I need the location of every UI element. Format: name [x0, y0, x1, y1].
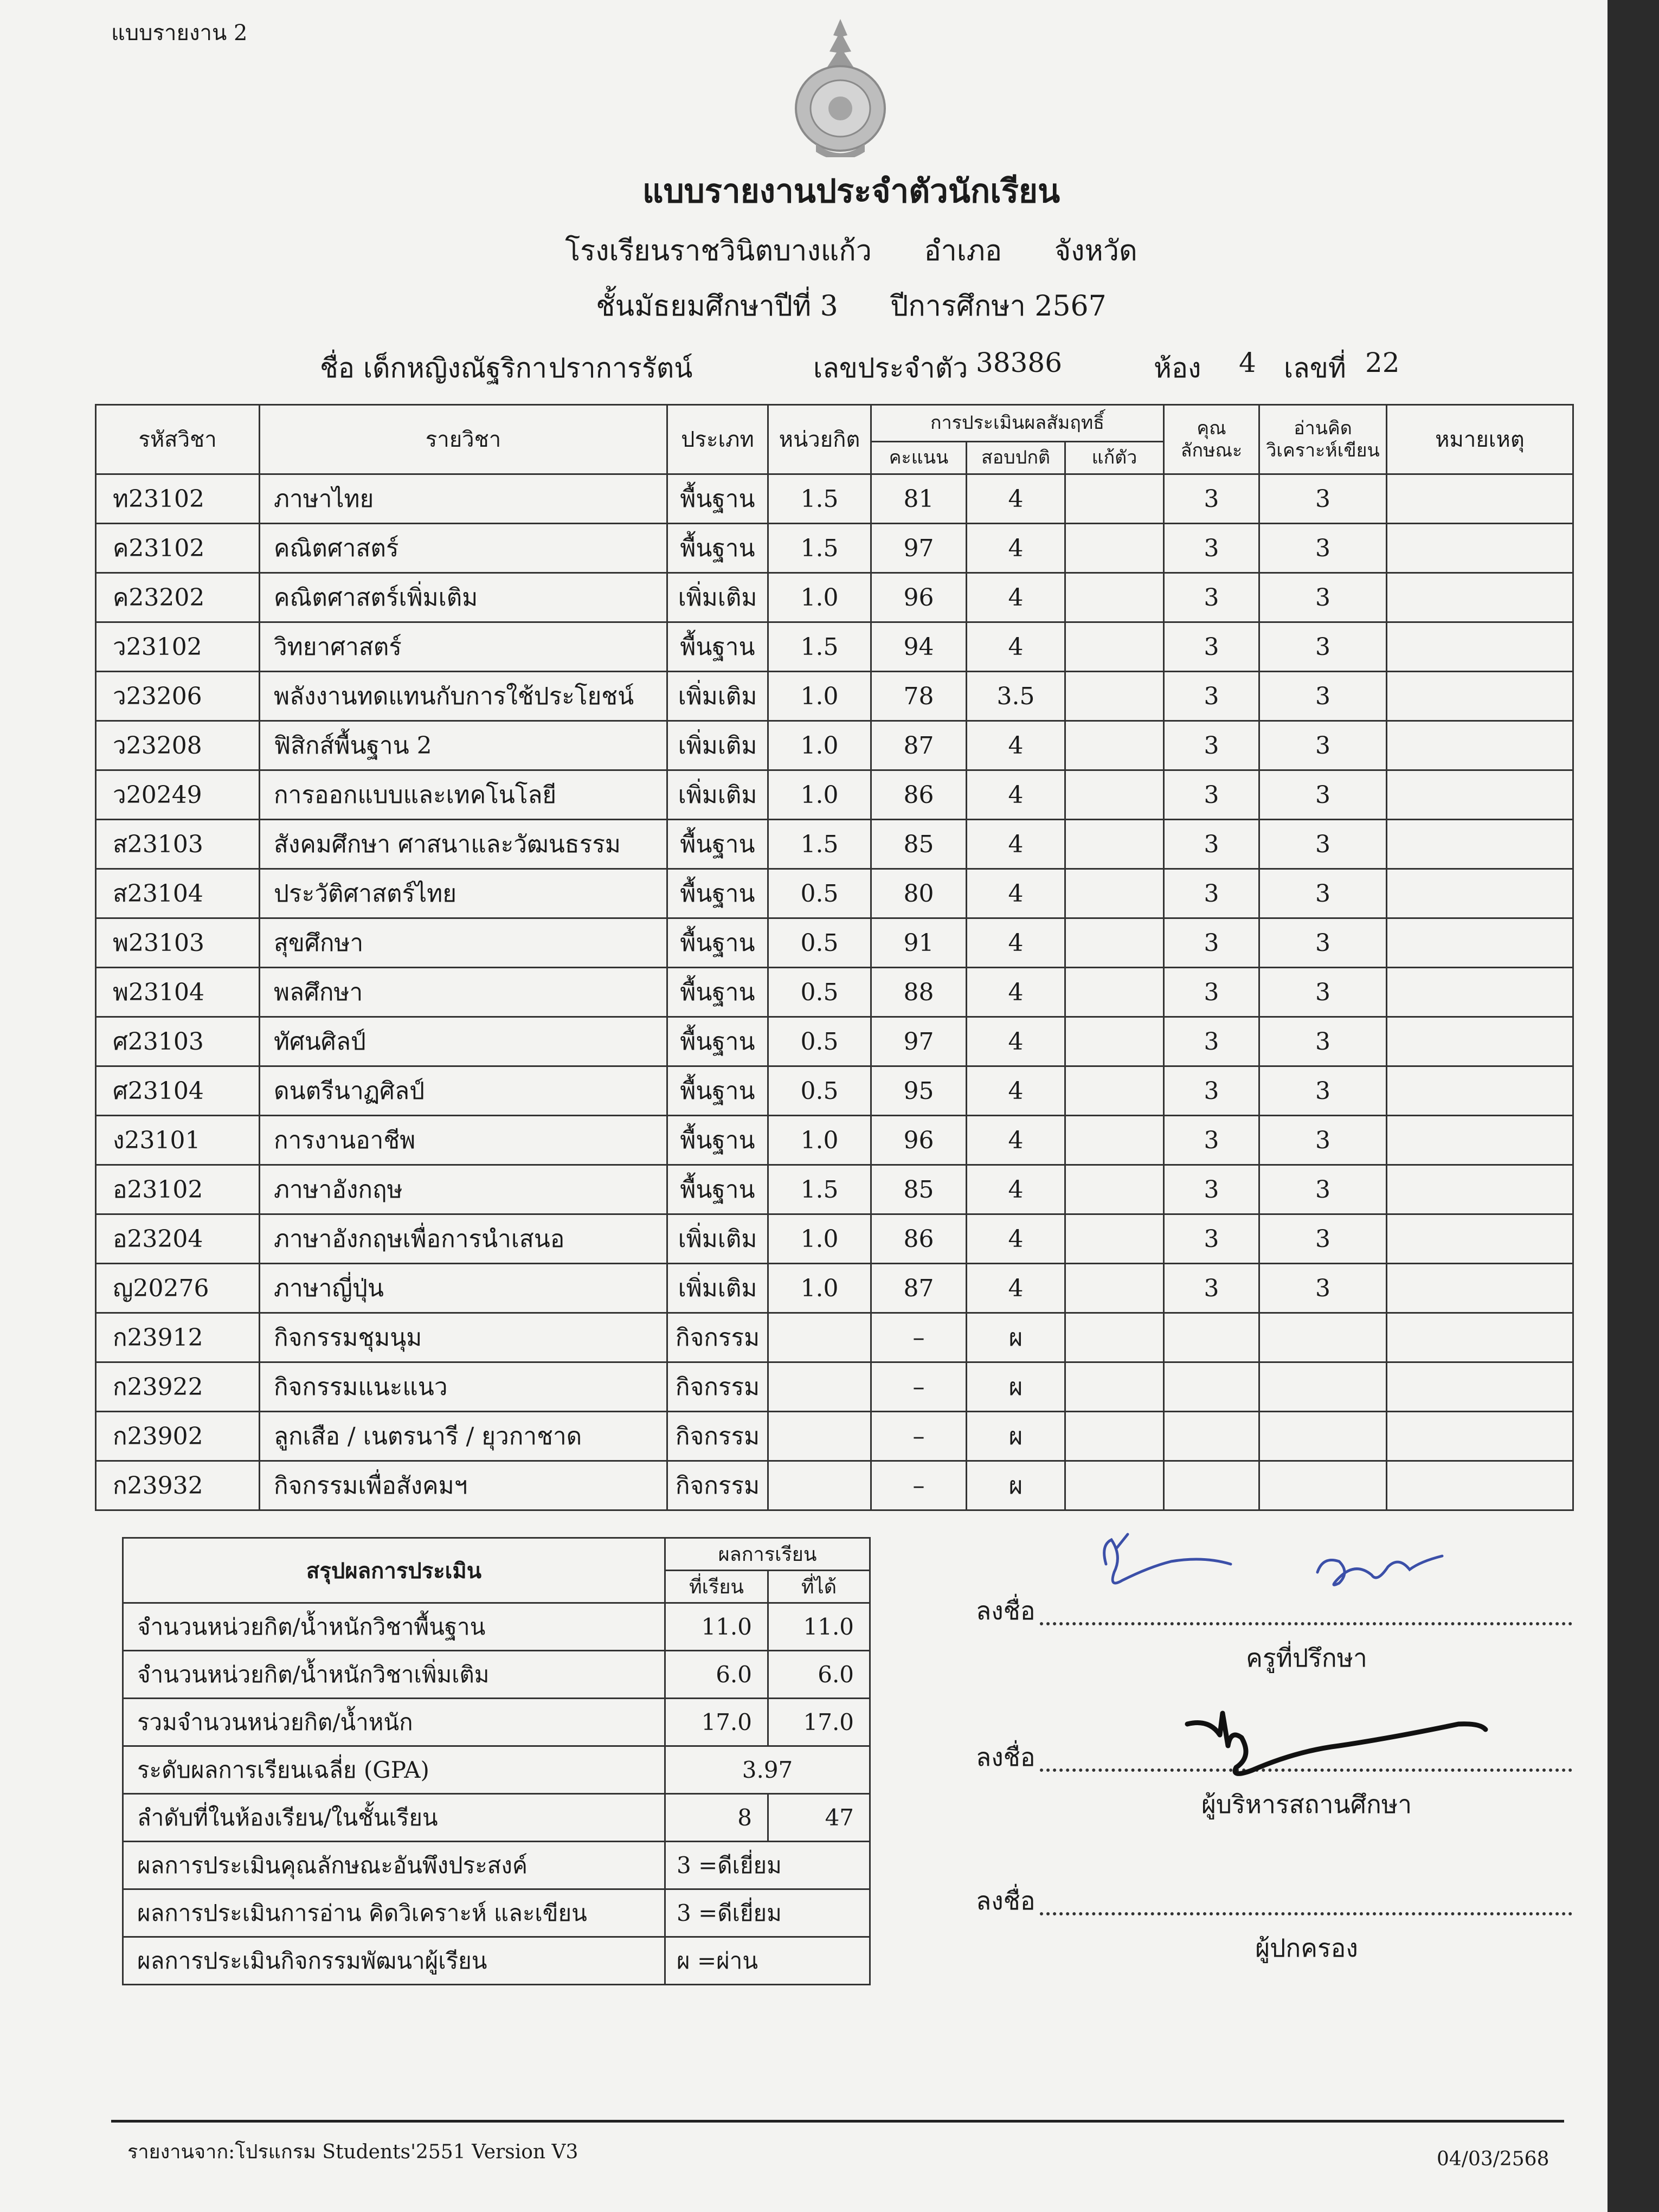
characteristics-value: 3 — [1164, 1017, 1259, 1066]
table-row — [96, 1066, 1573, 1116]
characteristics-value: 3 — [1164, 672, 1259, 721]
credit-value — [768, 1412, 871, 1461]
subject-name: ภาษาอังกฤษ — [260, 1165, 667, 1214]
characteristics-value — [1164, 1461, 1259, 1510]
score-value: – — [871, 1412, 967, 1461]
subject-code: อ23204 — [96, 1214, 260, 1264]
rank-in-class: 47 — [768, 1794, 870, 1842]
score-value: 95 — [871, 1066, 967, 1116]
subject-name: ภาษาไทย — [260, 474, 667, 524]
score-value: 91 — [871, 918, 967, 968]
subject-type: เพิ่มเติม — [667, 721, 768, 770]
retake-value — [1065, 820, 1164, 869]
table-row — [96, 820, 1573, 869]
retake-value — [1065, 1313, 1164, 1362]
student-name: เด็กหญิงณัฐริกา — [363, 352, 547, 384]
score-value: 78 — [871, 672, 967, 721]
remark-value — [1387, 1264, 1573, 1313]
table-row — [96, 1264, 1573, 1313]
reading-value: 3 — [1259, 1264, 1387, 1313]
retake-value — [1065, 1412, 1164, 1461]
retake-value — [1065, 622, 1164, 672]
table-row — [96, 1214, 1573, 1264]
subject-type: พื้นฐาน — [667, 869, 768, 918]
reading-value: 3 — [1259, 918, 1387, 968]
subject-type: กิจกรรม — [667, 1313, 768, 1362]
reading-value: 3 — [1259, 524, 1387, 573]
retake-value — [1065, 573, 1164, 622]
grade-value: 4 — [967, 770, 1065, 820]
characteristics-value: 3 — [1164, 1066, 1259, 1116]
characteristics-value: 3 — [1164, 918, 1259, 968]
advisor-signature-block: ลงชื่อ ครูที่ปรึกษา — [976, 1591, 1572, 1678]
room-label: ห้อง — [1154, 352, 1201, 384]
retake-value — [1065, 770, 1164, 820]
credit-value — [768, 1362, 871, 1412]
subject-code: อ23102 — [96, 1165, 260, 1214]
subject-name: พลังงานทดแทนกับการใช้ประโยชน์ — [260, 672, 667, 721]
header-credits: หน่วยกิต — [768, 405, 871, 474]
grade-value: ผ — [967, 1313, 1065, 1362]
reading-value: 3 — [1259, 869, 1387, 918]
table-row — [96, 918, 1573, 968]
subject-name: การออกแบบและเทคโนโลยี — [260, 770, 667, 820]
credit-value: 1.0 — [768, 573, 871, 622]
subject-name: ประวัติศาสตร์ไทย — [260, 869, 667, 918]
grade-value: 4 — [967, 1116, 1065, 1165]
subject-name: ฟิสิกส์พื้นฐาน 2 — [260, 721, 667, 770]
grade-value: 4 — [967, 1165, 1065, 1214]
student-id-label: เลขประจำตัว — [813, 352, 968, 384]
subject-type: พื้นฐาน — [667, 918, 768, 968]
characteristics-value — [1164, 1362, 1259, 1412]
subject-code: ก23922 — [96, 1362, 260, 1412]
grade-value: 4 — [967, 869, 1065, 918]
retake-value — [1065, 1264, 1164, 1313]
subject-code: ศ23104 — [96, 1066, 260, 1116]
retake-value — [1065, 721, 1164, 770]
table-row — [96, 622, 1573, 672]
characteristics-value: 3 — [1164, 869, 1259, 918]
retake-value — [1065, 1017, 1164, 1066]
remark-value — [1387, 622, 1573, 672]
grade-value: 4 — [967, 918, 1065, 968]
grades-table — [95, 404, 1574, 1511]
subject-type: เพิ่มเติม — [667, 573, 768, 622]
retake-value — [1065, 869, 1164, 918]
score-value: 94 — [871, 622, 967, 672]
credit-value: 1.5 — [768, 820, 871, 869]
subject-type: เพิ่มเติม — [667, 672, 768, 721]
characteristics-value: 3 — [1164, 474, 1259, 524]
subject-code: ก23902 — [96, 1412, 260, 1461]
score-value: 96 — [871, 573, 967, 622]
subject-type: กิจกรรม — [667, 1412, 768, 1461]
table-row — [96, 968, 1573, 1017]
subject-name: คณิตศาสตร์ — [260, 524, 667, 573]
remark-value — [1387, 968, 1573, 1017]
characteristics-value: 3 — [1164, 1116, 1259, 1165]
credit-value: 0.5 — [768, 918, 871, 968]
grade-value: 4 — [967, 573, 1065, 622]
subject-name: ดนตรีนาฏศิลป์ — [260, 1066, 667, 1116]
subject-type: พื้นฐาน — [667, 622, 768, 672]
remark-value — [1387, 1165, 1573, 1214]
academic-year: ปีการศึกษา 2567 — [890, 290, 1107, 323]
subject-code: ว23208 — [96, 721, 260, 770]
subject-name: พลศึกษา — [260, 968, 667, 1017]
remark-value — [1387, 770, 1573, 820]
retake-value — [1065, 968, 1164, 1017]
school-emblem-icon — [783, 14, 897, 157]
credit-value: 1.5 — [768, 474, 871, 524]
grade-value: 4 — [967, 474, 1065, 524]
reading-value — [1259, 1412, 1387, 1461]
gpa-value: 3.97 — [665, 1746, 870, 1794]
credit-value: 0.5 — [768, 869, 871, 918]
remark-value — [1387, 1214, 1573, 1264]
retake-value — [1065, 1461, 1164, 1510]
table-row — [96, 573, 1573, 622]
header-characteristics: คุณ ลักษณะ — [1164, 405, 1259, 474]
seat-number: 22 — [1365, 347, 1400, 378]
subject-type: เพิ่มเติม — [667, 770, 768, 820]
header-normal-exam: สอบปกติ — [967, 442, 1065, 474]
score-value: 87 — [871, 721, 967, 770]
characteristics-value: 3 — [1164, 573, 1259, 622]
subject-code: ว20249 — [96, 770, 260, 820]
grade-value: 4 — [967, 968, 1065, 1017]
summary-row-extra: จำนวนหน่วยกิต/น้ำหนักวิชาเพิ่มเติม 6.0 6.0 — [123, 1651, 870, 1699]
grade-value: ผ — [967, 1412, 1065, 1461]
characteristics-value — [1164, 1412, 1259, 1461]
remark-value — [1387, 474, 1573, 524]
remark-value — [1387, 1017, 1573, 1066]
header-reading: อ่านคิด วิเคราะห์เขียน — [1259, 405, 1387, 474]
retake-value — [1065, 1116, 1164, 1165]
summary-table — [122, 1537, 871, 1985]
header-remark: หมายเหตุ — [1387, 405, 1573, 474]
grade-value: 4 — [967, 820, 1065, 869]
table-row — [96, 1313, 1573, 1362]
reading-value: 3 — [1259, 1116, 1387, 1165]
remark-value — [1387, 721, 1573, 770]
score-value: 85 — [871, 820, 967, 869]
advisor-signature-icon — [1084, 1523, 1464, 1626]
reading-value: 3 — [1259, 1017, 1387, 1066]
score-value: 80 — [871, 869, 967, 918]
subject-code: ก23932 — [96, 1461, 260, 1510]
summary-row-gpa: ระดับผลการเรียนเฉลี่ย (GPA) 3.97 — [123, 1746, 870, 1794]
footer-divider — [111, 2120, 1564, 2123]
characteristics-value — [1164, 1313, 1259, 1362]
credit-value: 1.0 — [768, 721, 871, 770]
header-subject: รายวิชา — [260, 405, 667, 474]
characteristics-value: 3 — [1164, 1214, 1259, 1264]
reading-value: 3 — [1259, 474, 1387, 524]
school-name: โรงเรียนราชวินิตบางแก้ว — [565, 235, 872, 267]
credit-value: 1.0 — [768, 1214, 871, 1264]
credit-value: 0.5 — [768, 1017, 871, 1066]
subject-name: ภาษาอังกฤษเพื่อการนำเสนอ — [260, 1214, 667, 1264]
subject-name: กิจกรรมแนะแนว — [260, 1362, 667, 1412]
subject-name: วิทยาศาสตร์ — [260, 622, 667, 672]
school-line — [0, 228, 1659, 273]
subject-type: พื้นฐาน — [667, 1116, 768, 1165]
characteristics-value: 3 — [1164, 524, 1259, 573]
credit-value: 1.0 — [768, 1264, 871, 1313]
credit-value: 1.5 — [768, 1165, 871, 1214]
director-signature-icon — [1176, 1686, 1502, 1795]
director-signature-block: ลงชื่อ ผู้บริหารสถานศึกษา — [976, 1738, 1572, 1824]
summary-studied-header: ที่เรียน — [665, 1571, 768, 1603]
student-name-label: ชื่อ — [320, 352, 355, 384]
reading-value: 3 — [1259, 968, 1387, 1017]
grade-value: 4 — [967, 622, 1065, 672]
parent-signature-block: ลงชื่อ ผู้ปกครอง — [976, 1881, 1572, 1968]
subject-type: พื้นฐาน — [667, 474, 768, 524]
parent-role: ผู้ปกครอง — [1255, 1933, 1358, 1963]
score-value: – — [871, 1313, 967, 1362]
score-value: 97 — [871, 1017, 967, 1066]
reading-value — [1259, 1461, 1387, 1510]
subject-name: กิจกรรมเพื่อสังคมฯ — [260, 1461, 667, 1510]
header-assessment: การประเมินผลสัมฤทธิ์ — [871, 405, 1164, 442]
score-value: 96 — [871, 1116, 967, 1165]
summary-title: สรุปผลการประเมิน — [123, 1538, 665, 1603]
header-type: ประเภท — [667, 405, 768, 474]
grade-value: ผ — [967, 1362, 1065, 1412]
subject-code: ว23206 — [96, 672, 260, 721]
header-code: รหัสวิชา — [96, 405, 260, 474]
reading-value: 3 — [1259, 1066, 1387, 1116]
remark-value — [1387, 1412, 1573, 1461]
reading-value: 3 — [1259, 622, 1387, 672]
subject-type: กิจกรรม — [667, 1362, 768, 1412]
subject-code: ง23101 — [96, 1116, 260, 1165]
characteristics-value: 3 — [1164, 968, 1259, 1017]
header-retake: แก้ตัว — [1065, 442, 1164, 474]
score-value: – — [871, 1362, 967, 1412]
reading-value: 3 — [1259, 1165, 1387, 1214]
subject-name: คณิตศาสตร์เพิ่มเติม — [260, 573, 667, 622]
reading-value: 3 — [1259, 573, 1387, 622]
reading-value — [1259, 1313, 1387, 1362]
grade-value: 4 — [967, 1214, 1065, 1264]
advisor-role: ครูที่ปรึกษา — [1246, 1643, 1367, 1673]
remark-value — [1387, 1313, 1573, 1362]
class-level: ชั้นมัธยมศึกษาปีที่ 3 — [596, 290, 838, 323]
signature-line — [1040, 1907, 1573, 1915]
subject-code: ศ23103 — [96, 1017, 260, 1066]
credit-value: 1.0 — [768, 1116, 871, 1165]
score-value: 81 — [871, 474, 967, 524]
subject-name: สังคมศึกษา ศาสนาและวัฒนธรรม — [260, 820, 667, 869]
subject-code: พ23103 — [96, 918, 260, 968]
reading-value — [1259, 1362, 1387, 1412]
subject-type: พื้นฐาน — [667, 524, 768, 573]
student-id: 38386 — [976, 347, 1063, 378]
subject-code: ญ20276 — [96, 1264, 260, 1313]
subject-code: พ23104 — [96, 968, 260, 1017]
summary-row-activity: ผลการประเมินกิจกรรมพัฒนาผู้เรียน ผ =ผ่าน — [123, 1937, 870, 1985]
credit-value: 0.5 — [768, 968, 871, 1017]
grade-value: 4 — [967, 1264, 1065, 1313]
grade-value: 4 — [967, 1017, 1065, 1066]
class-line — [0, 283, 1659, 328]
subject-name: ทัศนศิลป์ — [260, 1017, 667, 1066]
remark-value — [1387, 1066, 1573, 1116]
remark-value — [1387, 820, 1573, 869]
reading-value: 3 — [1259, 672, 1387, 721]
score-value: 97 — [871, 524, 967, 573]
subject-type: กิจกรรม — [667, 1461, 768, 1510]
subject-code: ส23103 — [96, 820, 260, 869]
student-surname: ปราการรัตน์ — [549, 352, 693, 384]
reading-value: 3 — [1259, 770, 1387, 820]
credit-value — [768, 1313, 871, 1362]
credit-value: 0.5 — [768, 1066, 871, 1116]
retake-value — [1065, 1214, 1164, 1264]
footer-date: 04/03/2568 — [1437, 2148, 1549, 2170]
remark-value — [1387, 524, 1573, 573]
reading-value: 3 — [1259, 820, 1387, 869]
credit-value: 1.5 — [768, 524, 871, 573]
reading-value: 3 — [1259, 1214, 1387, 1264]
table-row — [96, 1362, 1573, 1412]
subject-type: พื้นฐาน — [667, 1066, 768, 1116]
table-row — [96, 770, 1573, 820]
summary-row-total: รวมจำนวนหน่วยกิต/น้ำหนัก 17.0 17.0 — [123, 1699, 870, 1746]
subject-code: ค23202 — [96, 573, 260, 622]
summary-row-reading: ผลการประเมินการอ่าน คิดวิเคราะห์ และเขียน 3 =ดีเยี่ยม — [123, 1889, 870, 1937]
score-value: 86 — [871, 770, 967, 820]
characteristics-value: 3 — [1164, 770, 1259, 820]
characteristics-value: 3 — [1164, 721, 1259, 770]
score-value: – — [871, 1461, 967, 1510]
room-number: 4 — [1239, 347, 1256, 378]
table-row — [96, 1116, 1573, 1165]
credit-value: 1.0 — [768, 770, 871, 820]
retake-value — [1065, 474, 1164, 524]
credit-value: 1.5 — [768, 622, 871, 672]
characteristics-value: 3 — [1164, 820, 1259, 869]
grade-value: 4 — [967, 524, 1065, 573]
rank-in-room: 8 — [665, 1794, 768, 1842]
score-value: 85 — [871, 1165, 967, 1214]
province-label: จังหวัด — [1054, 235, 1137, 267]
score-value: 87 — [871, 1264, 967, 1313]
remark-value — [1387, 672, 1573, 721]
table-row — [96, 672, 1573, 721]
table-row — [96, 1412, 1573, 1461]
grade-value: 4 — [967, 721, 1065, 770]
subject-name: สุขศึกษา — [260, 918, 667, 968]
retake-value — [1065, 672, 1164, 721]
subject-code: ท23102 — [96, 474, 260, 524]
subject-type: พื้นฐาน — [667, 1165, 768, 1214]
subject-name: ภาษาญี่ปุ่น — [260, 1264, 667, 1313]
director-role: ผู้บริหารสถานศึกษา — [1201, 1790, 1412, 1819]
summary-earned-header: ที่ได้ — [768, 1571, 870, 1603]
subject-code: ก23912 — [96, 1313, 260, 1362]
subject-type: เพิ่มเติม — [667, 1264, 768, 1313]
subject-type: พื้นฐาน — [667, 1017, 768, 1066]
table-row — [96, 1165, 1573, 1214]
characteristics-value: 3 — [1164, 622, 1259, 672]
subject-name: กิจกรรมชุมนุม — [260, 1313, 667, 1362]
remark-value — [1387, 918, 1573, 968]
remark-value — [1387, 869, 1573, 918]
form-id: แบบรายงาน 2 — [111, 21, 248, 46]
table-row — [96, 869, 1573, 918]
grade-value: 4 — [967, 1066, 1065, 1116]
retake-value — [1065, 918, 1164, 968]
report-title: แบบรายงานประจำตัวนักเรียน — [642, 172, 1060, 210]
score-value: 86 — [871, 1214, 967, 1264]
table-row — [96, 524, 1573, 573]
characteristics-value: 3 — [1164, 1264, 1259, 1313]
table-row — [96, 721, 1573, 770]
district-label: อำเภอ — [924, 235, 1002, 267]
credit-value — [768, 1461, 871, 1510]
remark-value — [1387, 1116, 1573, 1165]
table-row — [96, 1461, 1573, 1510]
remark-value — [1387, 1362, 1573, 1412]
table-row — [96, 1017, 1573, 1066]
subject-name: การงานอาชีพ — [260, 1116, 667, 1165]
subject-type: เพิ่มเติม — [667, 1214, 768, 1264]
table-row — [96, 474, 1573, 524]
score-value: 88 — [871, 968, 967, 1017]
footer-source: รายงานจาก:โปรแกรม Students'2551 Version V3 — [127, 2141, 578, 2163]
subject-code: ว23102 — [96, 622, 260, 672]
summary-row-basic: จำนวนหน่วยกิต/น้ำหนักวิชาพื้นฐาน 11.0 11.0 — [123, 1603, 870, 1651]
subject-code: ค23102 — [96, 524, 260, 573]
summary-result-header: ผลการเรียน — [665, 1538, 870, 1571]
subject-name: ลูกเสือ / เนตรนารี / ยุวกาชาด — [260, 1412, 667, 1461]
summary-row-characteristics: ผลการประเมินคุณลักษณะอันพึงประสงค์ 3 =ดีเยี่ยม — [123, 1842, 870, 1889]
reading-value: 3 — [1259, 721, 1387, 770]
seat-number-label: เลขที่ — [1284, 352, 1346, 384]
grade-value: 3.5 — [967, 672, 1065, 721]
subject-code: ส23104 — [96, 869, 260, 918]
summary-row-rank: ลำดับที่ในห้องเรียน/ในชั้นเรียน 8 47 — [123, 1794, 870, 1842]
retake-value — [1065, 1362, 1164, 1412]
grade-value: ผ — [967, 1461, 1065, 1510]
retake-value — [1065, 1165, 1164, 1214]
retake-value — [1065, 1066, 1164, 1116]
retake-value — [1065, 524, 1164, 573]
subject-type: พื้นฐาน — [667, 968, 768, 1017]
credit-value: 1.0 — [768, 672, 871, 721]
remark-value — [1387, 573, 1573, 622]
subject-type: พื้นฐาน — [667, 820, 768, 869]
remark-value — [1387, 1461, 1573, 1510]
characteristics-value: 3 — [1164, 1165, 1259, 1214]
header-score: คะแนน — [871, 442, 967, 474]
